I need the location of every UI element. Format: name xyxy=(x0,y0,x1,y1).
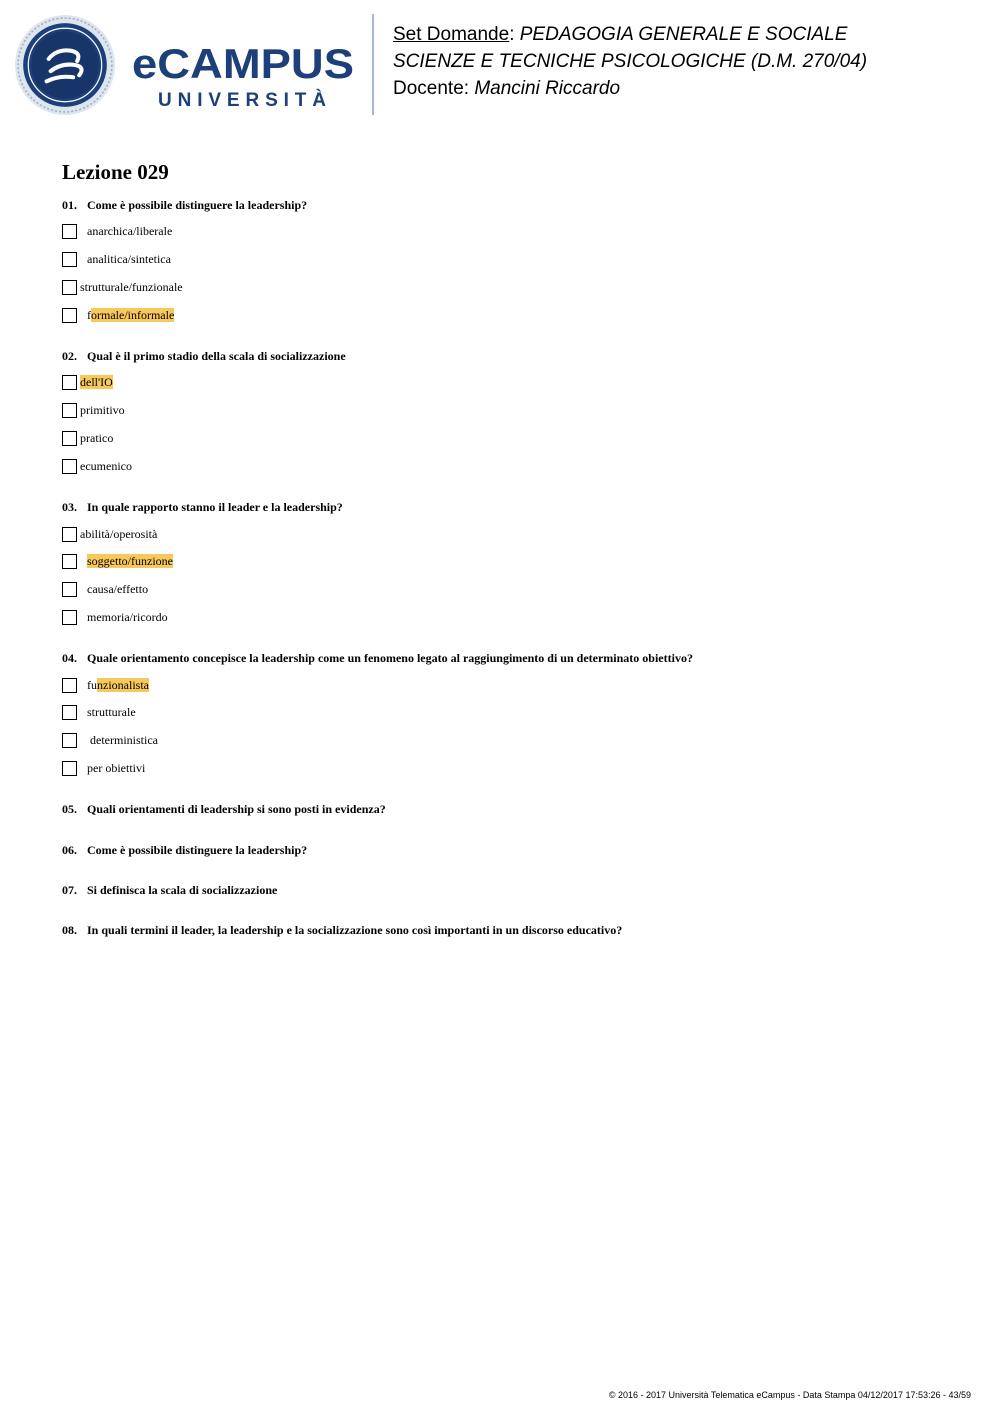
checkbox[interactable] xyxy=(62,610,77,625)
checkbox[interactable] xyxy=(62,252,77,267)
teacher-label: Docente: xyxy=(393,78,470,99)
course-line1: PEDAGOGIA GENERALE E SOCIALE xyxy=(519,24,848,45)
option-text: strutturale xyxy=(87,705,136,719)
question-number: 06. xyxy=(62,843,77,857)
header-divider xyxy=(372,14,374,115)
checkbox[interactable] xyxy=(62,459,77,474)
logo-sub-text: UNIVERSITÀ xyxy=(158,90,326,111)
checkbox[interactable] xyxy=(62,705,77,720)
option-text: pratico xyxy=(80,431,114,445)
checkbox[interactable] xyxy=(62,678,77,693)
header-teacher-line xyxy=(393,75,867,102)
question-text: Quale orientamento concepisce la leadership come un fenomeno legato al raggiungimento di un determinato obiettivo? xyxy=(87,651,693,665)
teacher-name: Mancini Riccardo xyxy=(474,78,621,99)
question-02 xyxy=(62,349,346,364)
option-text: anarchica/liberale xyxy=(87,224,173,238)
page-footer: © 2016 - 2017 Università Telematica eCampus - Data Stampa 04/12/2017 17:53:26 - 43/59 xyxy=(608,1390,971,1400)
lesson-title: Lezione 029 xyxy=(62,160,169,184)
checkbox[interactable] xyxy=(62,280,77,295)
option-text: abilità/operosità xyxy=(80,527,158,541)
ecampus-wordmark-logo xyxy=(132,42,357,112)
checkbox[interactable] xyxy=(62,403,77,418)
header-set-line: Set Domande: PEDAGOGIA GENERALE E SOCIALE xyxy=(393,24,848,45)
checkbox[interactable] xyxy=(62,582,77,597)
question-number: 01. xyxy=(62,198,77,212)
checkbox[interactable] xyxy=(62,224,77,239)
option-text: causa/effetto xyxy=(87,582,149,596)
option-text: memoria/ricordo xyxy=(87,610,168,624)
checkbox[interactable] xyxy=(62,375,77,390)
question-03 xyxy=(62,500,343,515)
question-number: 07. xyxy=(62,883,77,897)
checkbox[interactable] xyxy=(62,733,77,748)
set-label: Set Domande xyxy=(393,24,510,45)
question-number: 08. xyxy=(62,923,77,937)
question-text: In quali termini il leader, la leadership e la socializzazione sono così importanti in un discorso educativo? xyxy=(87,923,623,937)
question-text: Quali orientamenti di leadership si sono posti in evidenza? xyxy=(87,802,386,816)
question-text: In quale rapporto stanno il leader e la leadership? xyxy=(87,500,343,514)
question-number: 04. xyxy=(62,651,77,665)
checkbox[interactable] xyxy=(62,761,77,776)
header-course-line xyxy=(393,48,867,75)
course-line2: SCIENZE E TECNICHE PSICOLOGICHE (D.M. 270/04) xyxy=(393,51,868,72)
question-06 xyxy=(62,843,307,858)
question-number: 05. xyxy=(62,802,77,816)
option-text: soggetto/funzione xyxy=(87,554,173,568)
ecampus-seal-logo xyxy=(14,14,116,116)
question-05 xyxy=(62,802,386,817)
question-text: Qual è il primo stadio della scala di socializzazione xyxy=(87,349,346,363)
logo-main-text: eCAMPUS xyxy=(132,42,354,87)
question-number: 03. xyxy=(62,500,77,514)
option-text: dell'IO xyxy=(80,375,113,389)
option-text: per obiettivi xyxy=(87,761,146,775)
header-info xyxy=(393,21,867,102)
option-text: funzionalista xyxy=(87,678,149,692)
checkbox[interactable] xyxy=(62,554,77,569)
option-text: primitivo xyxy=(80,403,125,417)
option-text: deterministica xyxy=(90,733,158,747)
checkbox[interactable] xyxy=(62,431,77,446)
question-04 xyxy=(62,651,693,666)
option-text: ecumenico xyxy=(80,459,132,473)
checkbox[interactable] xyxy=(62,527,77,542)
question-08 xyxy=(62,923,622,938)
question-text: Si definisca la scala di socializzazione xyxy=(87,883,278,897)
checkbox[interactable] xyxy=(62,308,77,323)
question-01 xyxy=(62,198,307,213)
option-text: strutturale/funzionale xyxy=(80,280,183,294)
question-number: 02. xyxy=(62,349,77,363)
question-text: Come è possibile distinguere la leadership? xyxy=(87,843,308,857)
option-text: analitica/sintetica xyxy=(87,252,171,266)
question-07 xyxy=(62,883,277,898)
option-text: formale/informale xyxy=(87,308,175,322)
question-text: Come è possibile distinguere la leadership? xyxy=(87,198,308,212)
